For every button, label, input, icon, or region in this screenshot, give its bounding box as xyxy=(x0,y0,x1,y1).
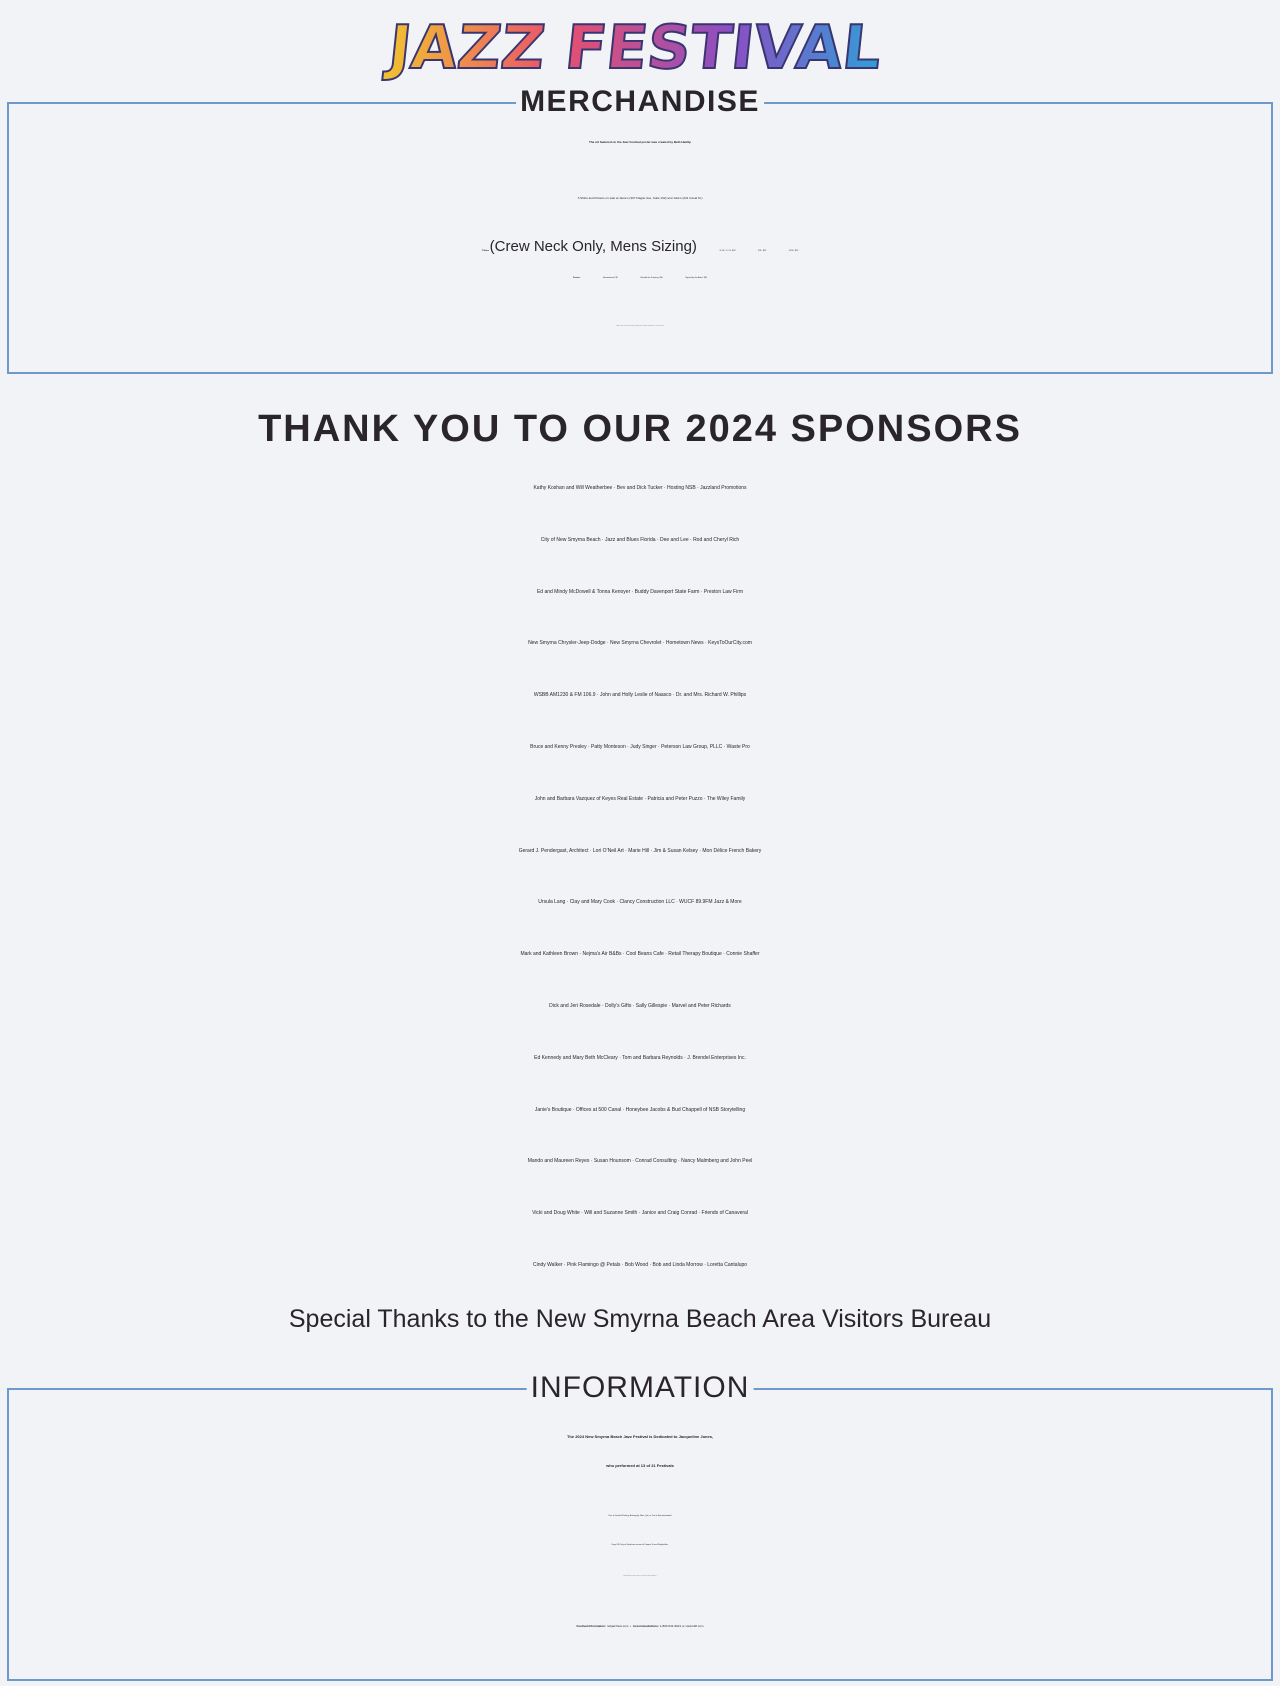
tshirt-price: XXXL: $25 xyxy=(788,250,799,252)
sponsor-line: Dick and Jeri Rosedale · Dolly’s Gifts · Sally Gillespie · Marvel and Peter Richards xyxy=(549,1002,731,1009)
dedication-line: The 2024 New Smyrna Beach Jazz Festival is Dedicated to Jacqueline Jones, xyxy=(566,1434,714,1439)
separator-dot: • xyxy=(630,1624,632,1628)
restrooms-notice: Public Restrooms Available on Flagler Avenue at Pine Street (near gazebo) xyxy=(623,1576,657,1577)
sponsor-line: Mando and Maureen Reyes · Susan Hounsom · Conrad Consulting · Nancy Malmberg and John Peel xyxy=(527,1158,753,1165)
tshirt-price: S / M / L / XL: $20 xyxy=(719,250,736,252)
sponsor-line: Ed and Mindy McDowell & Tonna Kenoyer · Buddy Davenport State Farm · Preston Law Firm xyxy=(536,588,744,595)
sponsor-line: Ursula Lang · Clay and Mary Cook · Clancy Construction LLC · WUCF 89.9FM Jazz & More xyxy=(538,899,742,906)
sponsor-line: New Smyrna Chrysler-Jeep-Dodge · New Smyrna Chevrolet · Hometown News · KeysToOurCity.com xyxy=(528,640,752,647)
vintage-sale: Vintage T-Shirts, Hats, Visors, and Posters Available at Janie’s (outside) on Saturday, May 18 from 11:00-2:00 xyxy=(615,326,665,327)
tshirt-label: T-Shirts xyxy=(481,250,490,252)
poster-prices xyxy=(9,277,1271,279)
dedication xyxy=(9,1422,1271,1480)
sponsor-line: Bruce and Kenny Presley · Patty Monteson · Judy Singer · Peterson Law Group, PLLC · Waste Pro xyxy=(530,743,750,750)
jazz-festival-logo xyxy=(0,0,1280,84)
poster-price: Suitable for Framing: $10 xyxy=(640,277,663,279)
sponsor-line: Cindy Walker · Pink Flamingo @ Petals · Bob Wood · Bob and Linda Morrow · Loretta Cantalupo xyxy=(532,1261,748,1268)
sponsor-line: Janie’s Boutique · Offices at 500 Canal · Honeybee Jacobs & Bud Chappell of NSB Storytelling xyxy=(534,1106,746,1113)
information-section xyxy=(7,1371,1273,1681)
accommodations-label: Accommodations: xyxy=(632,1624,659,1628)
sponsors-title: THANK YOU TO OUR 2024 SPONSORS xyxy=(258,408,1022,450)
parking-line: Drop Off Only at Southeast corner of Cooper St and Flagler Ave. xyxy=(611,1544,669,1546)
sponsor-line: Kathy Koshan and Will Weatherbee · Bev and Dick Tucker · Hosting NSB · Jazzland Promotions xyxy=(533,485,747,491)
special-thanks: Special Thanks to the New Smyrna Beach Area Visitors Bureau xyxy=(288,1305,992,1333)
sponsor-line: John and Barbara Vazquez of Keyes Real Estate · Patricia and Peter Puzzo · The Wiley Family xyxy=(534,795,746,802)
merchandise-title: MERCHANDISE xyxy=(516,87,764,117)
tshirt-price: XXL: $22 xyxy=(758,250,767,252)
poster-price: Signed by the Artist: $20 xyxy=(685,277,708,279)
sponsor-line: WSBB AM1230 & FM 106.9 · John and Holly Leslie of Naasco · Dr. and Mrs. Richard W. Phillips xyxy=(533,692,747,699)
logo-text: JAZZ FESTIVAL xyxy=(385,13,885,83)
poster-label: Posters xyxy=(572,277,581,279)
art-credit: The art featured on the Jazz Festival poster was created by Beth Haizlip xyxy=(588,140,692,144)
merchandise-section xyxy=(7,85,1273,374)
information-title: INFORMATION xyxy=(527,1373,754,1403)
festival-info-label: Festival Information: xyxy=(576,1624,607,1628)
sponsor-line: Gerard J. Pendergast, Architect · Lori O’Neil Art · Marie Hill · Jim & Susan Kelsey · Mon Délice French Bakery xyxy=(518,847,762,854)
parking-notice xyxy=(9,1502,1271,1560)
sponsor-line: Ed Kennedy and Mary Beth McCleary · Tom and Barbara Reynolds · J. Brendel Enterprises Inc. xyxy=(534,1054,746,1061)
on-sale-locations: T-Shirts and Posters on sale at Janie’s (307 Flagler Ave, Suite 102) and Julie’s (231 Canal St.) xyxy=(577,196,703,200)
tshirt-prices xyxy=(9,238,1271,255)
contact-line xyxy=(9,1624,1271,1628)
sponsor-list xyxy=(0,468,1280,1297)
parking-line: Due to Limited Parking, Arriving by Uber, Lyft, or Taxi is Recommended xyxy=(608,1515,672,1517)
sponsor-line: City of New Smyrna Beach · Jazz and Blues Florida · Dee and Lee · Rod and Cheryl Rich xyxy=(540,536,740,543)
poster-price: Informational: $5 xyxy=(602,277,618,279)
accommodations-value: 1-800-541-9621 or visitnsbfl.com xyxy=(659,1624,704,1628)
dedication-line: who performed at 13 of 21 Festivals xyxy=(606,1463,674,1468)
tshirt-note: (Crew Neck Only, Mens Sizing) xyxy=(489,238,697,255)
sponsor-line: Mark and Kathleen Brown · Nejma’s Air B&Bs · Cool Beans Cafe · Retail Therapy Boutique · Connie Shaffer xyxy=(520,951,760,958)
festival-info-value: nsbjazzfest.com xyxy=(606,1624,629,1628)
logo-graphic xyxy=(385,0,885,84)
sponsor-line: Vicki and Doug White · Will and Suzanne Smith · Janice and Craig Conrad · Friends of Canaveral xyxy=(532,1210,748,1217)
